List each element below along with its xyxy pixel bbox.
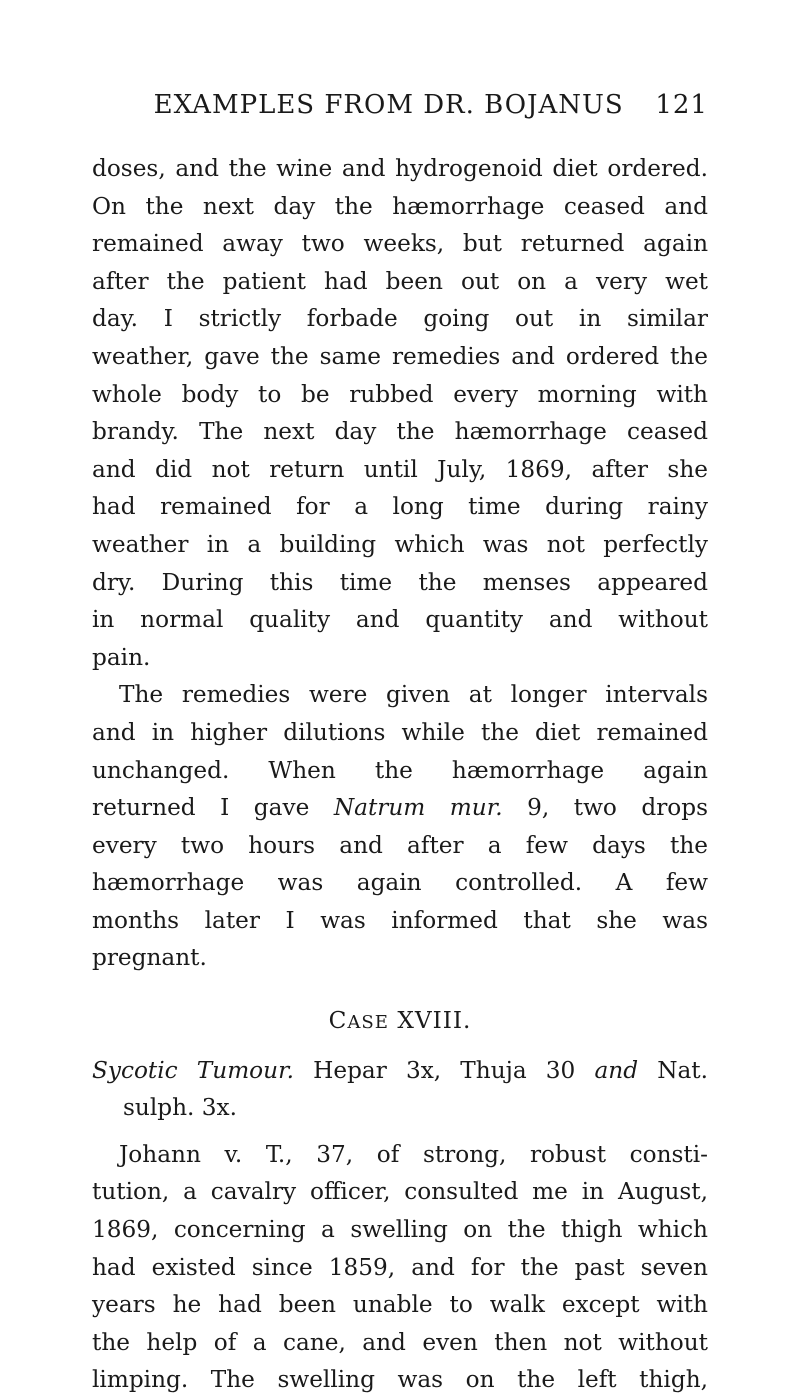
text-line: pain.: [92, 643, 151, 671]
text-line: months later I was informed that she was: [92, 906, 708, 934]
text-line: and in higher dilutions while the diet remained: [92, 718, 708, 746]
text-line: weather, gave the same remedies and ordered the: [92, 342, 708, 370]
subtitle-line: [92, 1052, 708, 1090]
text-line: remained away two weeks, but returned again: [92, 230, 708, 258]
paragraph-case-description: [92, 1136, 708, 1399]
text-line: dry. During this time the menses appeared: [92, 568, 708, 596]
case-heading: [92, 1002, 708, 1042]
text-line: day. I strictly forbade going out in similar: [92, 305, 708, 333]
text-line: On the next day the hæmorrhage ceased and: [92, 192, 708, 220]
text-line: had remained for a long time during rainy: [92, 493, 708, 521]
subtitle-diagnosis: Sycotic Tumour.: [92, 1056, 294, 1084]
text-line: limping. The swelling was on the left thigh,: [92, 1366, 708, 1394]
subtitle-line: sulph. 3x.: [123, 1094, 237, 1122]
subtitle-and: and: [594, 1056, 639, 1084]
text-line: every two hours and after a few days the: [92, 831, 708, 859]
text-line: had existed since 1859, and for the past seven: [92, 1253, 708, 1281]
paragraph-continued: [92, 150, 708, 676]
text-line: unchanged. When the hæmorrhage again: [92, 756, 708, 784]
text-line: pregnant.: [92, 944, 207, 972]
text-line-with-remedy: [92, 789, 708, 827]
case-heading-numeral: XVIII.: [397, 1007, 472, 1035]
running-head: [92, 90, 708, 120]
case-heading-initial: C: [328, 1007, 348, 1035]
text-line: Johann v. T., 37, of strong, robust consti-: [119, 1140, 708, 1168]
text-line: tution, a cavalry officer, consulted me in August,: [92, 1178, 708, 1206]
text-line: brandy. The next day the hæmorrhage ceased: [92, 418, 708, 446]
subtitle-remedies: Nat.: [657, 1056, 708, 1084]
text-line: The remedies were given at longer intervals: [119, 681, 708, 709]
page-number: 121: [655, 90, 708, 120]
subtitle-remedies: Hepar 3x, Thuja 30: [313, 1056, 576, 1084]
text-line: weather in a building which was not perfectly: [92, 530, 708, 558]
text-line: years he had been unable to walk except with: [92, 1291, 708, 1319]
running-head-title: EXAMPLES FROM DR. BOJANUS: [153, 90, 624, 120]
page-body: [92, 150, 708, 1399]
text-line: and did not return until July, 1869, after she: [92, 455, 708, 483]
text-line: after the patient had been out on a very wet: [92, 267, 708, 295]
text-line: hæmorrhage was again controlled. A few: [92, 869, 708, 897]
text-segment: 9, two drops: [527, 794, 709, 822]
text-line: the help of a cane, and even then not without: [92, 1328, 708, 1356]
text-line: 1869, concerning a swelling on the thigh which: [92, 1216, 708, 1244]
text-line: doses, and the wine and hydrogenoid diet ordered.: [92, 155, 708, 182]
paragraph-remedies: [92, 676, 708, 977]
text-line: in normal quality and quantity and without: [92, 606, 708, 634]
remedy-name: Natrum mur.: [333, 794, 503, 822]
case-subtitle: [92, 1052, 708, 1127]
text-line: whole body to be rubbed every morning with: [92, 380, 708, 408]
text-segment: returned I gave: [92, 794, 310, 822]
case-heading-smallcaps: ASE: [347, 1012, 389, 1034]
